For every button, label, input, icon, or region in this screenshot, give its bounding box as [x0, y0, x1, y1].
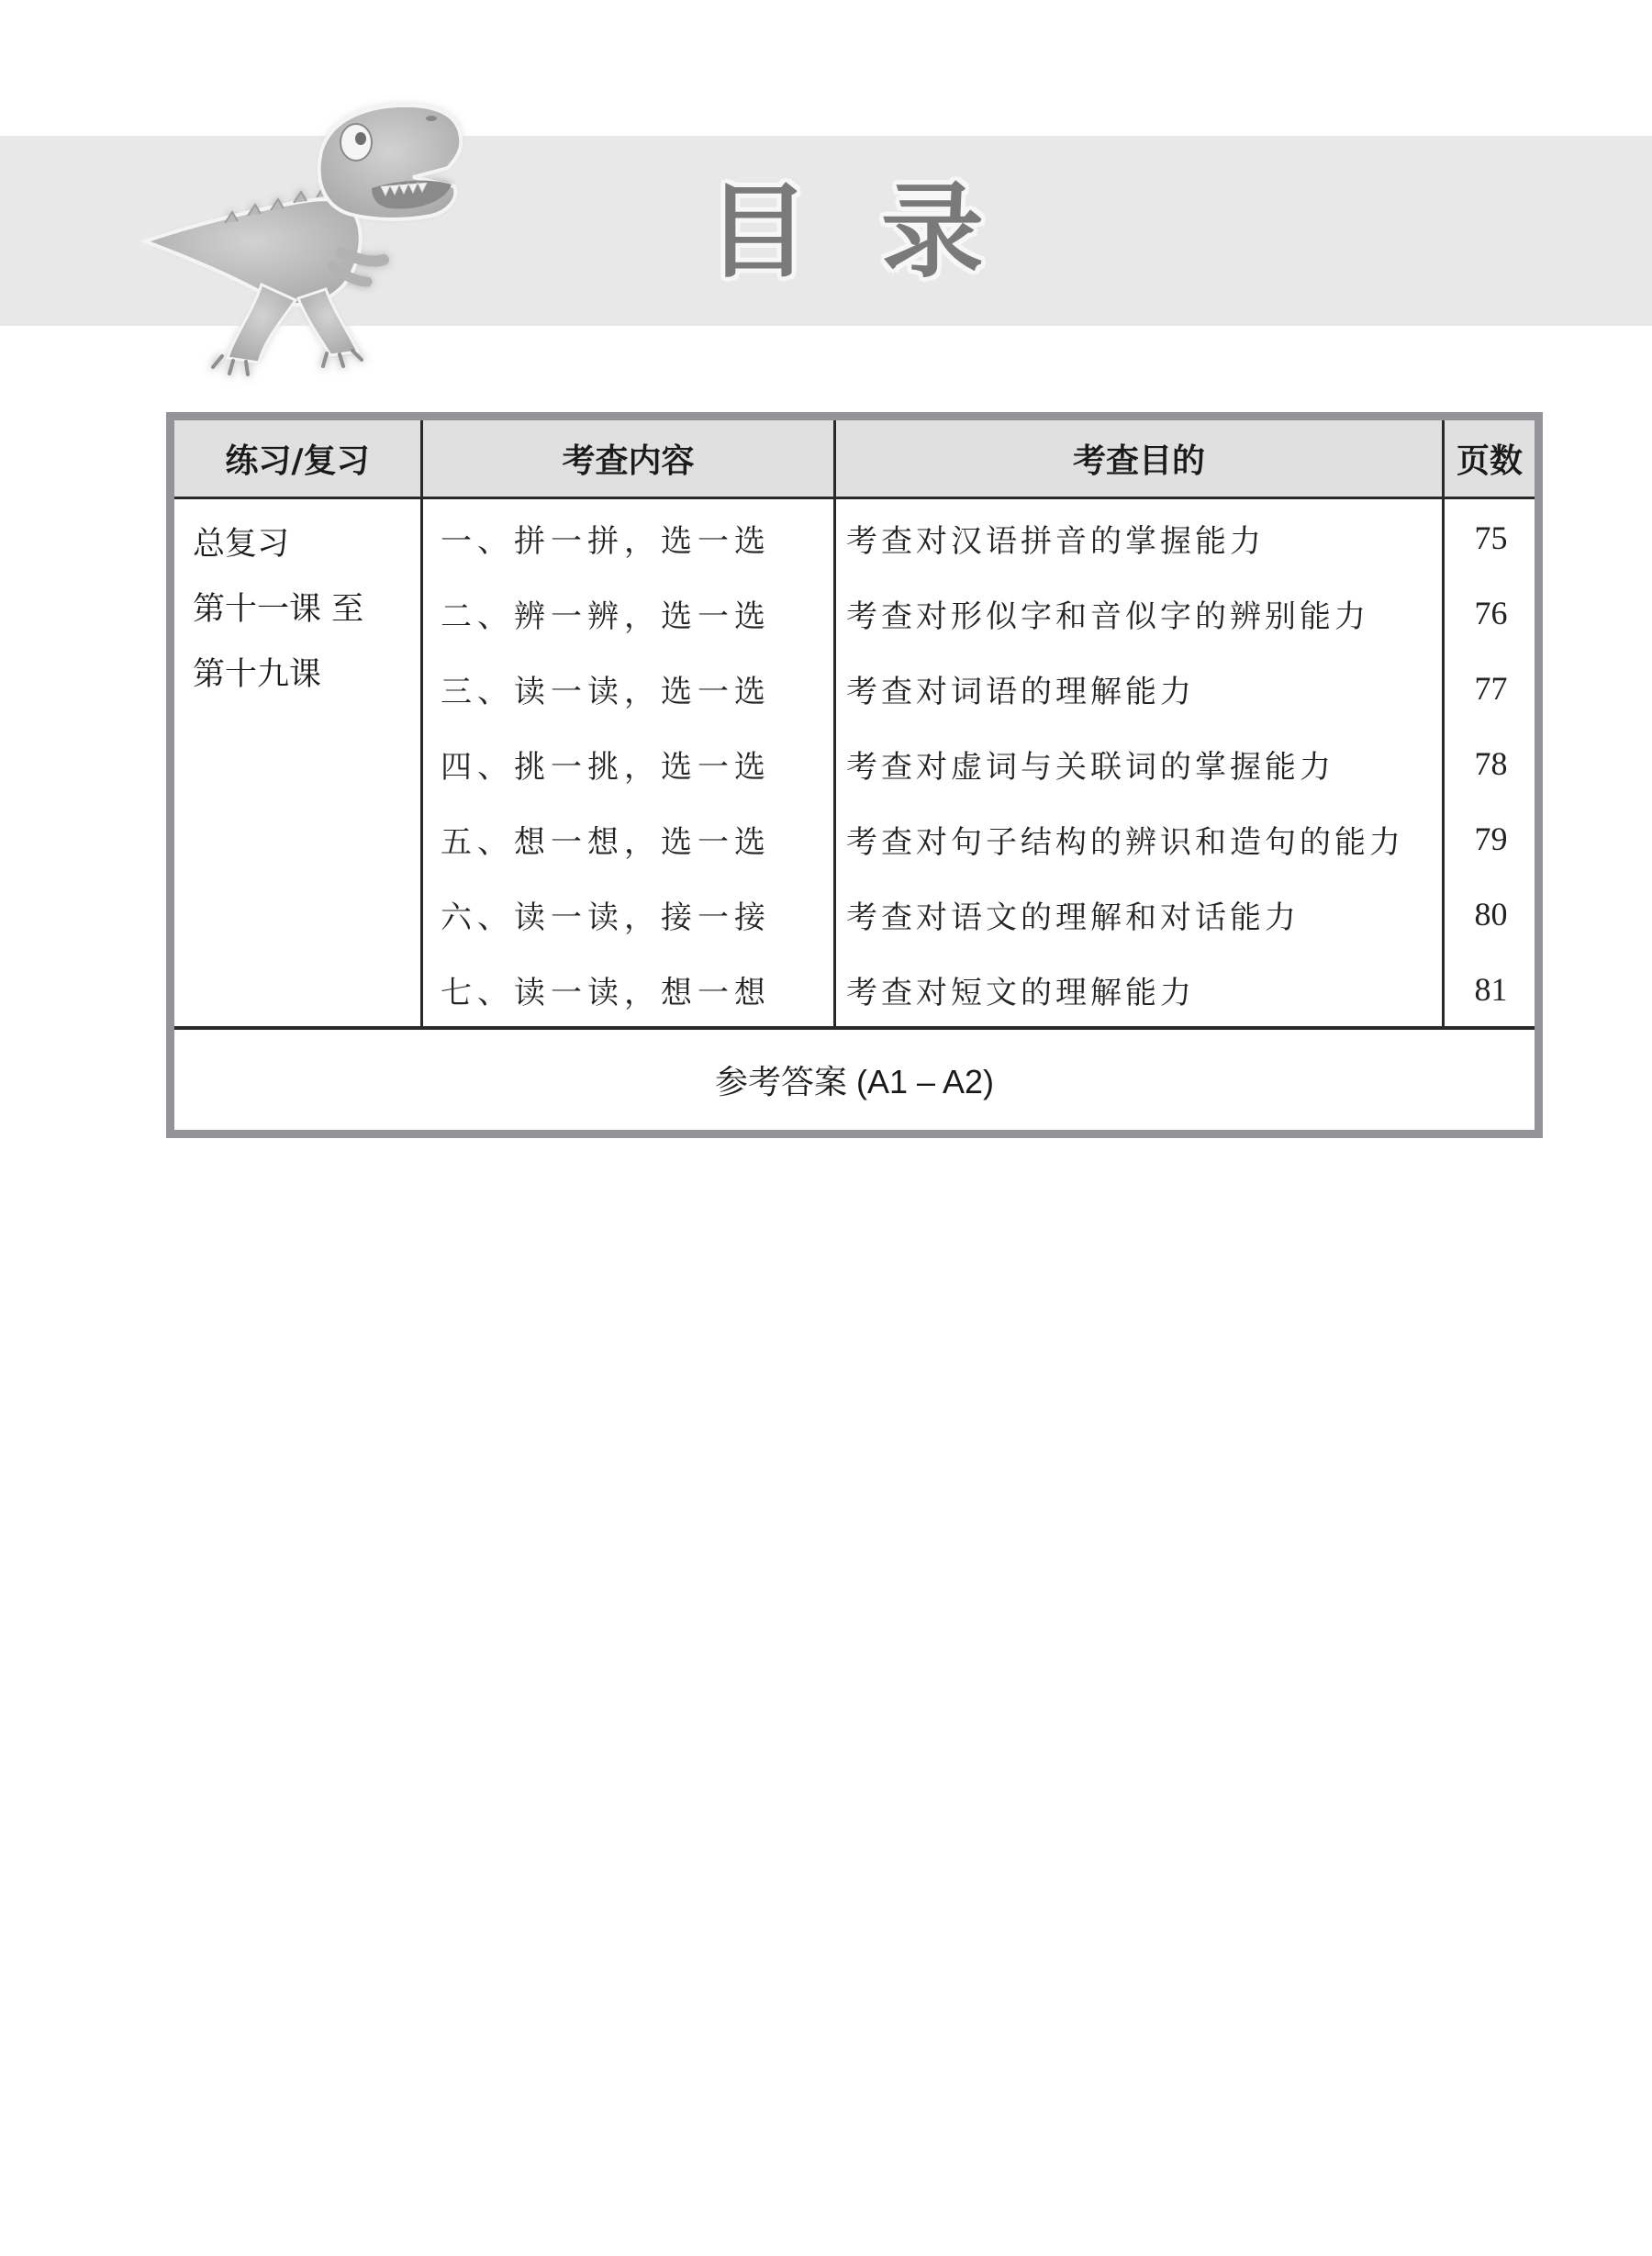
column-header-page: 页数: [1456, 442, 1523, 480]
table-row[interactable]: [174, 500, 1535, 575]
table-row[interactable]: [174, 651, 1535, 726]
page-number: 81: [1474, 971, 1508, 1008]
exercise-content: 三、读一读，选一选: [441, 673, 771, 710]
exercise-content: 四、挑一挑，选一选: [441, 748, 771, 786]
column-header-content: 考查内容: [562, 442, 695, 480]
table-row[interactable]: [174, 575, 1535, 651]
page-number: 80: [1474, 896, 1508, 933]
title-char-2: 录: [881, 173, 984, 292]
exercise-content: 一、拼一拼，选一选: [441, 522, 771, 560]
dinosaur-mascot-icon: [138, 96, 477, 385]
exercise-content: 七、读一读，想一想: [441, 974, 771, 1011]
exercise-content: 二、辨一辨，选一选: [441, 598, 771, 635]
table-row[interactable]: [174, 726, 1535, 801]
page-number: 76: [1474, 595, 1508, 631]
exercise-purpose: 考查对形似字和音似字的辨别能力: [846, 598, 1369, 635]
exercise-purpose: 考查对语文的理解和对话能力: [846, 899, 1300, 936]
answer-key-link[interactable]: 参考答案 (A1 – A2): [714, 1063, 995, 1100]
table-header: [174, 420, 1535, 499]
page-number: 75: [1474, 519, 1508, 556]
exercise-content: 六、读一读，接一接: [441, 899, 771, 936]
section-line: 总复习: [193, 526, 290, 563]
table-row[interactable]: [174, 801, 1535, 877]
exercise-purpose: 考查对虚词与关联词的掌握能力: [846, 748, 1334, 786]
exercise-content: 五、想一想，选一选: [441, 823, 771, 861]
section-line: 第十九课: [193, 656, 322, 693]
table-of-contents: [166, 412, 1543, 1138]
table-body: [174, 500, 1535, 1026]
exercise-purpose: 考查对短文的理解能力: [846, 974, 1195, 1011]
title-char-1: 目: [707, 173, 809, 292]
exercise-purpose: 考查对句子结构的辨识和造句的能力: [846, 823, 1404, 861]
section-line: 第十一课 至: [193, 591, 364, 628]
page-number: 78: [1474, 745, 1508, 782]
table-row[interactable]: [174, 877, 1535, 952]
exercise-purpose: 考查对汉语拼音的掌握能力: [846, 522, 1265, 560]
table-row[interactable]: [174, 952, 1535, 1027]
column-header-purpose: 考查目的: [1072, 442, 1205, 480]
page-number: 79: [1474, 821, 1508, 857]
column-header-exercise: 练习/复习: [225, 442, 370, 480]
page-title: [707, 173, 984, 292]
page-number: 77: [1474, 670, 1508, 707]
exercise-purpose: 考查对词语的理解能力: [846, 673, 1195, 710]
